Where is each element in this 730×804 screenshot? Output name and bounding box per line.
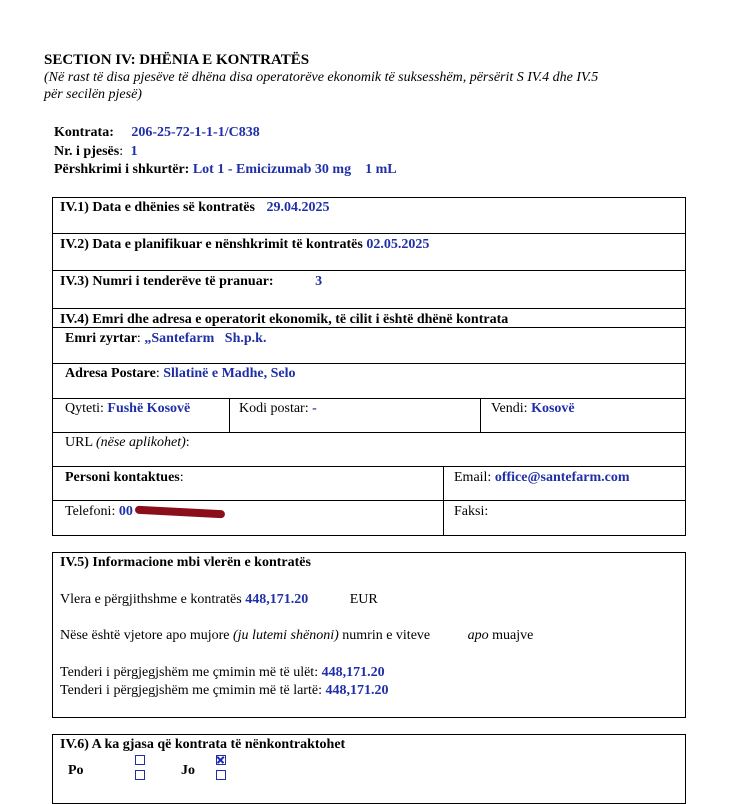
email-value: office@santefarm.com	[494, 470, 630, 485]
highest-price-label: Tenderi i përgjegjshëm me çmimin më të lartë:	[60, 683, 322, 698]
lot-number-row: Nr. i pjesës: 1	[54, 144, 138, 159]
iv3-row	[60, 274, 322, 290]
email-cell	[454, 470, 630, 486]
contact-person-row: Personi kontaktues:	[65, 470, 184, 485]
city-cell	[65, 401, 190, 417]
short-description-label: Përshkrimi i shkurtër:	[54, 162, 190, 177]
url-note: (nëse aplikohet)	[95, 435, 186, 450]
postal-code-cell	[239, 401, 317, 417]
duration-note: (ju lutemi shënoni)	[233, 628, 339, 643]
lowest-price-row	[60, 665, 385, 681]
total-value-label: Vlera e përgjithshme e kontratës	[60, 592, 242, 607]
phone-label: Telefoni:	[65, 504, 116, 519]
duration-years: numrin e viteve	[342, 628, 431, 643]
duration-months: muajve	[492, 628, 534, 643]
url-label: URL	[65, 435, 93, 450]
phone-cell	[65, 504, 133, 520]
email-label: Email:	[454, 470, 492, 485]
short-description-value: Lot 1 - Emicizumab 30 mg 1 mL	[192, 162, 397, 177]
contract-value: 206-25-72-1-1-1/C838	[131, 125, 260, 140]
fax-label: Faksi:	[454, 504, 489, 519]
no-checkbox-checked[interactable]	[216, 755, 226, 765]
city-label: Qyteti:	[65, 401, 104, 416]
lowest-price-label: Tenderi i përgjegjshëm me çmimin më të ulët:	[60, 665, 319, 680]
official-name-value: „Santefarm Sh.p.k.	[144, 331, 267, 346]
no-checkbox[interactable]	[216, 770, 226, 780]
lowest-price-value: 448,171.20	[321, 665, 385, 680]
iv2-label: IV.2) Data e planifikuar e nënshkrimit të kontratës	[60, 237, 363, 252]
city-value: Fushë Kosovë	[107, 401, 191, 416]
signing-date-value: 02.05.2025	[366, 237, 430, 252]
iv5-label: IV.5) Informacione mbi vlerën e kontratës	[60, 555, 311, 570]
duration-row	[60, 628, 533, 644]
total-value-amount: 448,171.20	[245, 592, 309, 607]
highest-price-row	[60, 683, 388, 699]
award-date-value: 29.04.2025	[266, 200, 330, 215]
official-name-label: Emri zyrtar	[65, 331, 137, 346]
section-note-line1: (Në rast të disa pjesëve të dhëna disa operatorëve ekonomik të suksesshëm, përsërit S IV.4 dhe IV.5	[44, 70, 599, 85]
duration-prefix: Nëse është vjetore apo mujore	[60, 628, 230, 643]
iv6-label: IV.6) A ka gjasa që kontrata të nënkontraktohet	[60, 737, 346, 752]
yes-label: Po	[68, 763, 84, 778]
section-note-line2: për secilën pjesë)	[44, 87, 142, 102]
contract-row	[54, 125, 260, 141]
postal-code-label: Kodi postar:	[239, 401, 309, 416]
highest-price-value: 448,171.20	[325, 683, 389, 698]
iv1-label: IV.1) Data e dhënies së kontratës	[60, 200, 255, 215]
postal-address-label: Adresa Postare	[65, 366, 156, 381]
iv1-row	[60, 200, 329, 216]
duration-or: apo	[467, 628, 489, 643]
lot-number-label: Nr. i pjesës	[54, 144, 120, 159]
country-cell	[491, 401, 575, 417]
short-description-row	[54, 162, 397, 178]
section-title: SECTION IV: DHËNIA E KONTRATËS	[44, 52, 310, 68]
postal-address-value: Sllatinë e Madhe, Selo	[163, 366, 296, 381]
total-value-row	[60, 592, 378, 608]
iv3-label: IV.3) Numri i tenderëve të pranuar:	[60, 274, 274, 289]
lot-number-value: 1	[130, 144, 138, 159]
postal-code-value: -	[312, 401, 317, 416]
official-name-row: Emri zyrtar: „Santefarm Sh.p.k.	[65, 331, 267, 346]
contact-person-label: Personi kontaktues	[65, 470, 180, 485]
no-label: Jo	[181, 763, 195, 778]
postal-address-row: Adresa Postare: Sllatinë e Madhe, Selo	[65, 366, 296, 381]
iv4-label: IV.4) Emri dhe adresa e operatorit ekonomik, të cilit i është dhënë kontrata	[60, 312, 509, 327]
url-row: URL (nëse aplikohet):	[65, 435, 190, 450]
iv2-row	[60, 237, 429, 253]
currency: EUR	[349, 592, 378, 607]
country-value: Kosovë	[531, 401, 575, 416]
yes-checkbox[interactable]	[135, 770, 145, 780]
country-label: Vendi:	[491, 401, 528, 416]
phone-value: 00	[118, 504, 133, 519]
yes-checkbox-top[interactable]	[135, 755, 145, 765]
tenders-received-value: 3	[315, 274, 323, 289]
contract-label: Kontrata:	[54, 125, 114, 140]
